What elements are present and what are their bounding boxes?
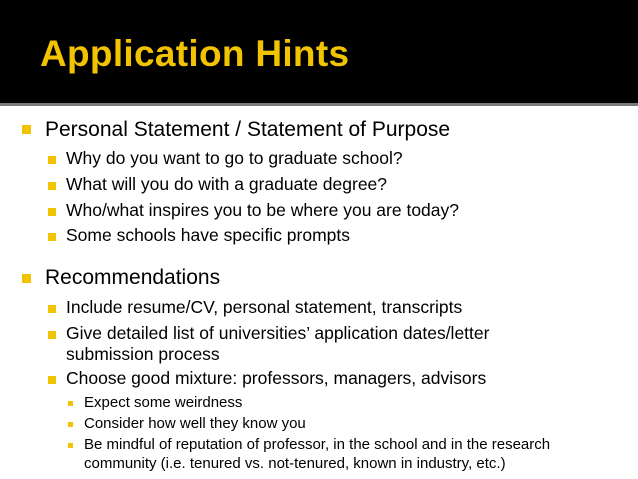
square-bullet-icon — [48, 233, 56, 241]
square-bullet-icon — [48, 156, 56, 164]
slide-title: Application Hints — [40, 33, 350, 74]
square-bullet-icon — [22, 274, 31, 283]
subbullet-item: Some schools have specific prompts — [66, 225, 351, 245]
bullet-recommendations: Recommendations — [45, 266, 221, 289]
subbullet-item: Give detailed list of universities’ application dates/letter — [66, 323, 490, 343]
bullet-personal-statement: Personal Statement / Statement of Purpose — [45, 118, 451, 141]
subbullet-item: Why do you want to go to graduate school? — [66, 148, 403, 168]
square-bullet-icon — [68, 422, 73, 427]
square-bullet-icon — [48, 182, 56, 190]
square-bullet-icon — [48, 331, 56, 339]
subbullet-item: Include resume/CV, personal statement, transcripts — [66, 297, 463, 317]
square-bullet-icon — [48, 208, 56, 216]
subsubbullet-item-continued: community (i.e. tenured vs. not-tenured, known in industry, etc.) — [84, 455, 506, 472]
subsubbullet-item: Expect some weirdness — [84, 394, 243, 411]
subbullet-item: Who/what inspires you to be where you are today? — [66, 200, 459, 220]
square-bullet-icon — [48, 305, 56, 313]
square-bullet-icon — [68, 401, 73, 406]
subsubbullet-item: Be mindful of reputation of professor, in the school and in the research — [84, 436, 551, 453]
square-bullet-icon — [48, 376, 56, 384]
square-bullet-icon — [22, 125, 31, 134]
subbullet-item: Choose good mixture: professors, managers, advisors — [66, 368, 487, 388]
square-bullet-icon — [68, 443, 73, 448]
subsubbullet-item: Consider how well they know you — [84, 415, 306, 432]
subbullet-item: What will you do with a graduate degree? — [66, 174, 388, 194]
subbullet-item-continued: submission process — [66, 344, 220, 364]
